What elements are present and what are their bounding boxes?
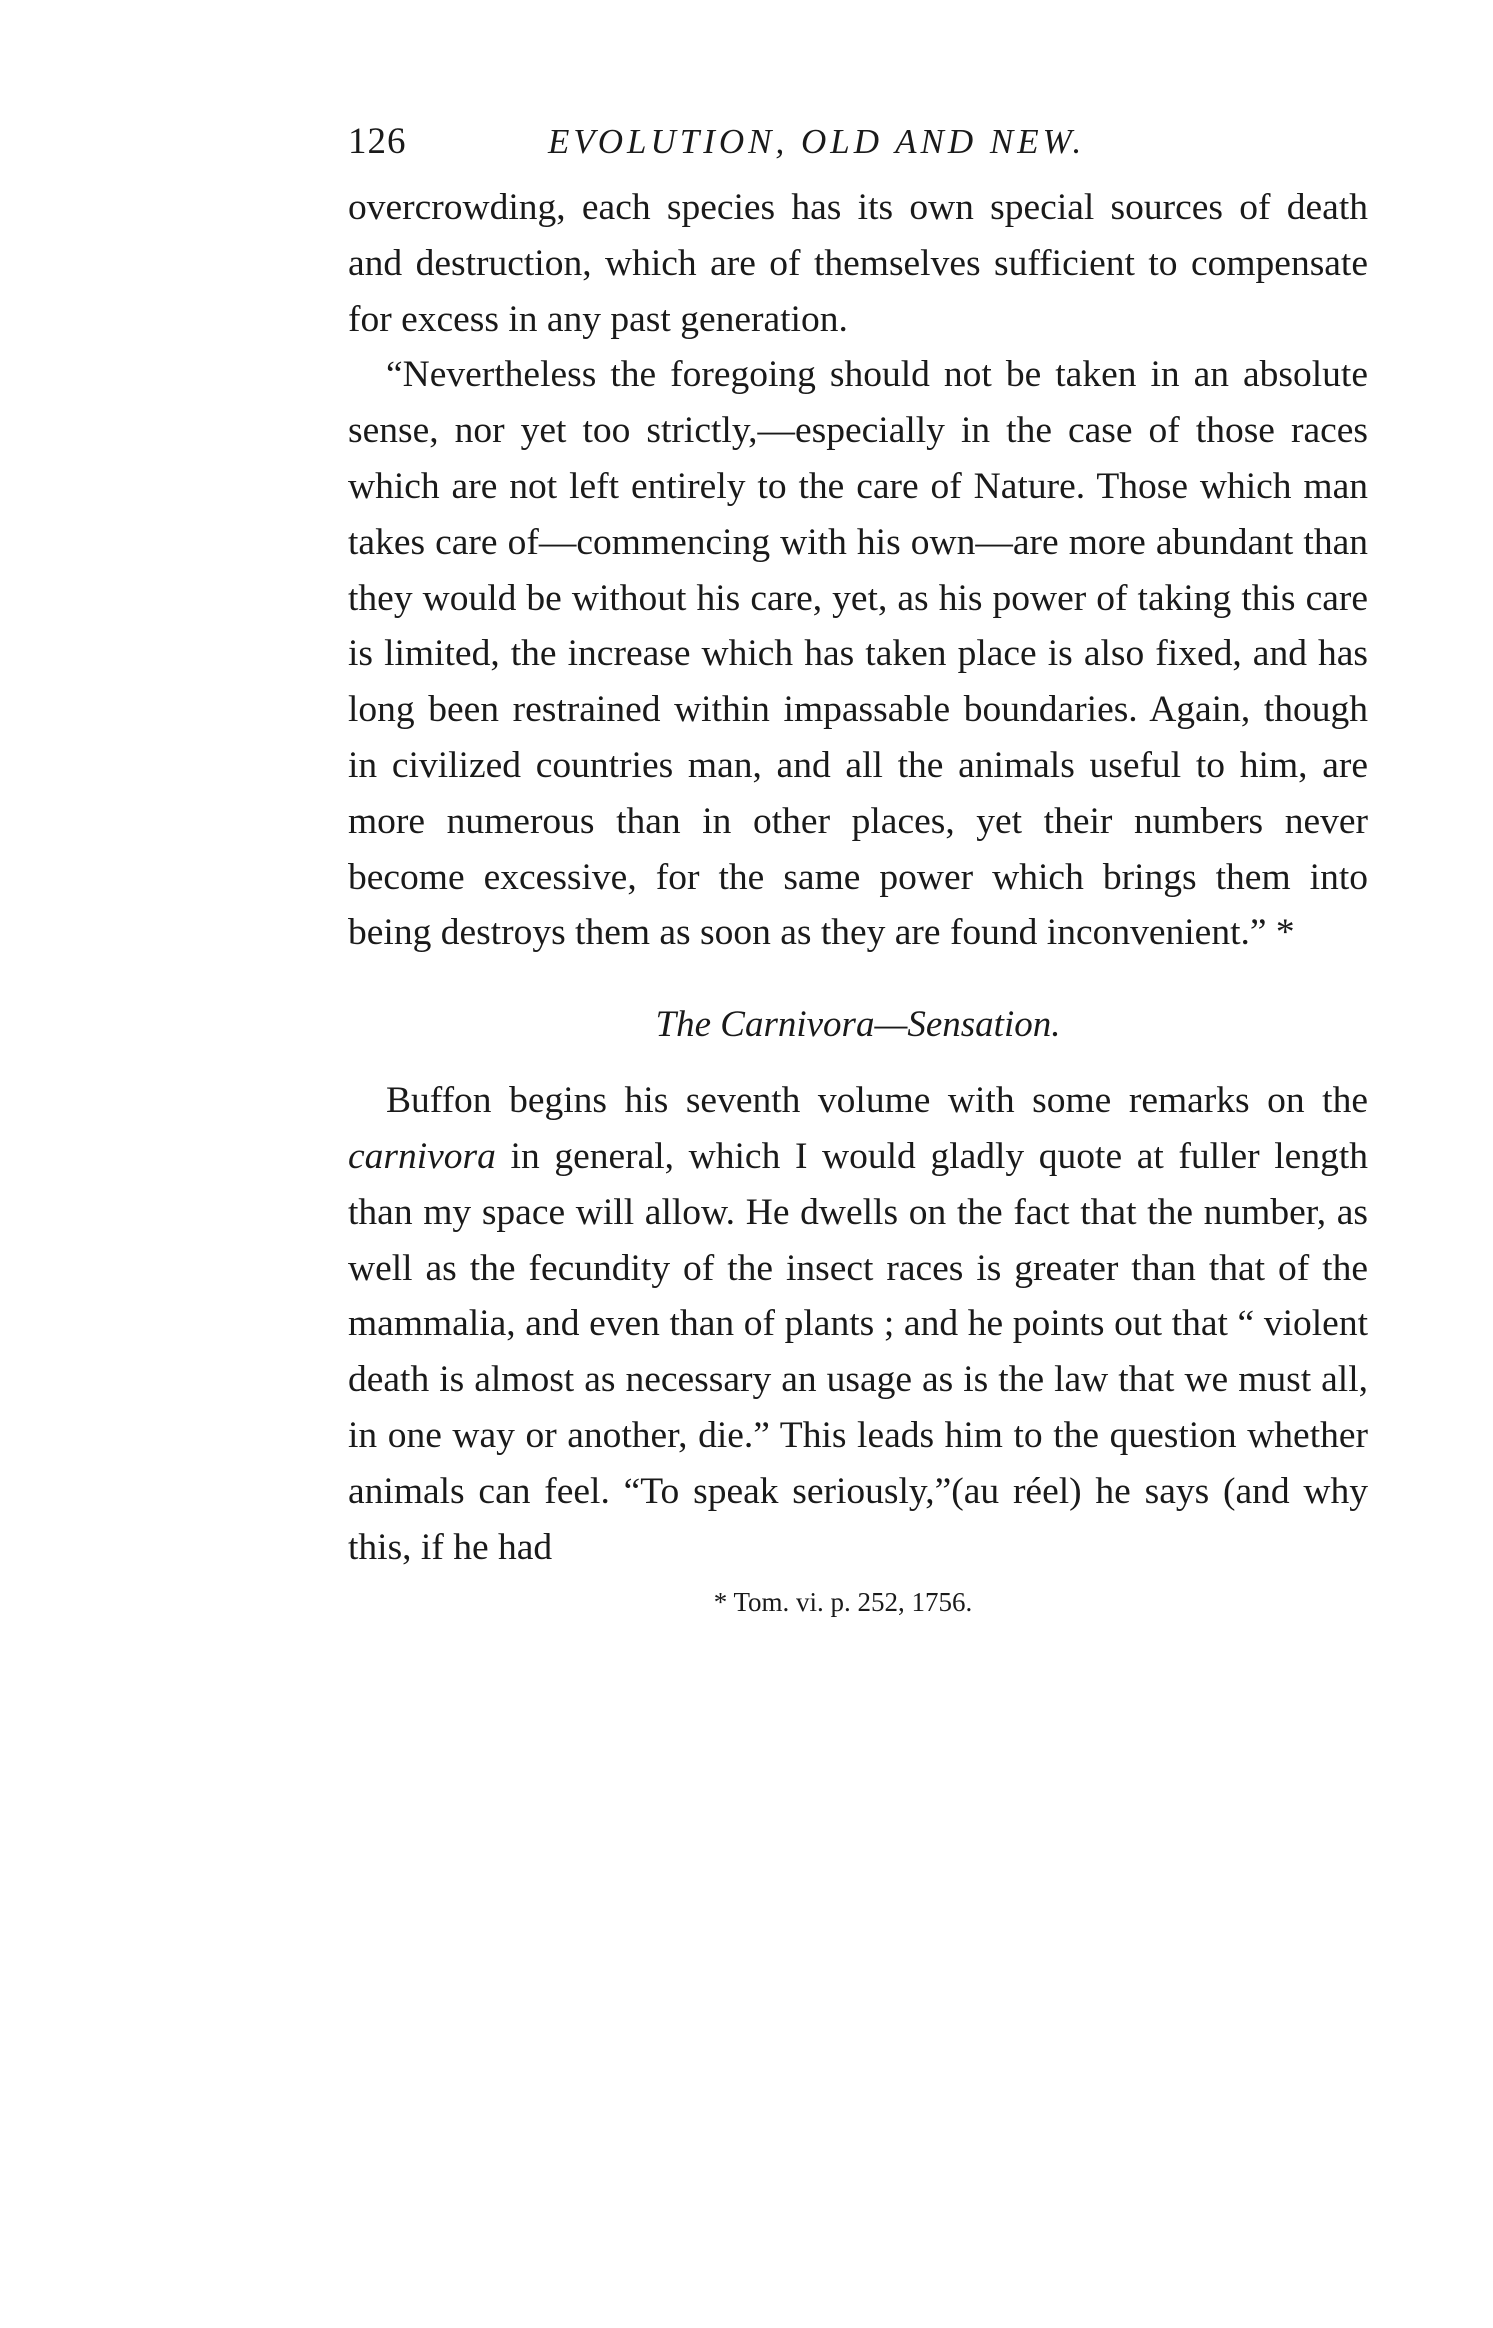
paragraph-1: overcrowding, each species has its own special sources of death and destruction, which are of themselves sufficient to compensate for excess in any past generation. xyxy=(348,187,1368,340)
paragraph-3-italic-term: carnivora xyxy=(348,1135,496,1177)
book-page xyxy=(348,120,1368,1618)
running-head xyxy=(348,120,1368,180)
paragraph-3-rest: in general, which I would gladly quote at fuller length than my space will allow. He dwells on the fact that the number, as well as the fecundity of the insect races is greater than that of the mammalia, and even than of plants ; and he points out that “ violent death is almost as necessary an usage as is the law that we must all, in one way or another, die.” This leads him to the question whether animals can feel. “To speak seriously,”(au réel) he says (and why this, if he had xyxy=(348,1135,1368,1568)
paragraph-3 xyxy=(348,1073,1368,1575)
paragraph-2-quotation: “Nevertheless the foregoing should not be taken in an absolute sense, nor yet too strictly,—especially in the case of those races which are not left entirely to the care of Nature. Those which man takes care of—commencing with his own—are more abundant than they would be without his care, yet, as his power of taking this care is limited, the increase which has taken place is also fixed, and has long been restrained within impassable boundaries. Again, though in civilized countries man, and all the animals useful to him, are more numerous than in other places, yet their numbers never become excessive, for the same power which brings them into being destroys them as soon as they are found inconvenient.” * xyxy=(348,354,1368,954)
footnote: * Tom. vi. p. 252, 1756. xyxy=(713,1587,973,1618)
section-heading: The Carnivora—Sensation. xyxy=(655,1004,1061,1046)
page-number: 126 xyxy=(348,121,407,162)
running-title: EVOLUTION, OLD AND NEW. xyxy=(548,122,1086,161)
paragraph-3-start: Buffon begins his seventh volume with some remarks on the xyxy=(386,1080,1368,1122)
body-text xyxy=(348,180,1368,1575)
